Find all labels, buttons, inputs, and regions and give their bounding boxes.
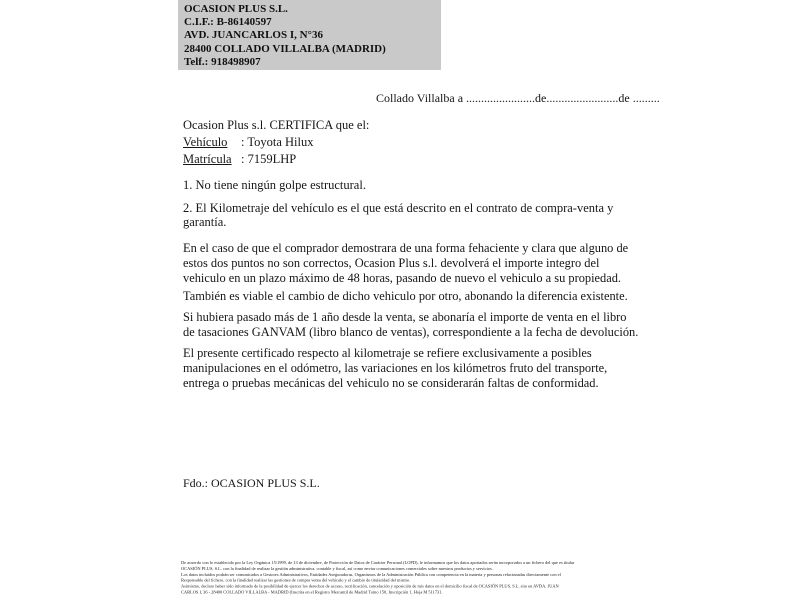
date-line: Collado Villalba a .......................de........................de ......... [376, 91, 660, 105]
company-cif: C.I.F.: B-86140597 [184, 16, 272, 29]
company-address: AVD. JUANCARLOS I, N°36 [184, 29, 323, 42]
paragraph-exchange: También es viable el cambio de dicho vehiculo por otro, abonando la diferencia existente. [183, 289, 628, 303]
point-2: 2. El Kilometraje del vehículo es el que está descrito en el contrato de compra-venta y garantía. [183, 201, 614, 229]
company-name: OCASION PLUS S.L. [184, 3, 288, 15]
legal-line: Los datos incluidos podrán ser comunicados a Gestores Administrativos, Entidades Aseguradoras, Organismos de la Administración Pública con competencia en la materia y personas relacionadas directamente con el [181, 571, 561, 577]
vehicle-row [183, 134, 369, 151]
paragraph-odometer: El presente certificado respecto al kilometraje se refiere exclusivamente a posibles manipulaciones en el odómetro, las variaciones en los kilómetros fruto del transporte, entrega o pruebas mecánicas del vehiculo no se considerarán faltas de conformidad. [183, 346, 608, 390]
legal-line: OCASIÓN PLUS, S.L. con la finalidad de realizar la gestión administrativa, contable y fiscal, así como enviar comunicaciones comerciales sobre nuestros productos y servicios. [181, 565, 493, 571]
company-phone: Telf.: 918498907 [184, 55, 261, 68]
legal-line: CARLOS I, 36 - 28400 COLLADO VILLALBA - MADRID (Inscrita en el Registro Mercantil de Madrid Tomo 150, Inscripción 1, Hoja M 511731. [181, 589, 443, 595]
company-city: 28400 COLLADO VILLALBA (MADRID) [184, 42, 386, 55]
plate-row [183, 151, 369, 168]
certifies-intro: Ocasion Plus s.l. CERTIFICA que el: [183, 118, 370, 132]
legal-line: Responsable del fichero, con la finalidad realizar las gestiones de compra venta del vehículo y el cambio de titularidad del mismo. [181, 577, 411, 583]
legal-line: Asimismo, declaro haber sido informado de la posibilidad de ejercer los derechos de acceso, rectificación, cancelación y oposición de mis datos en el domicilio fiscal de OCASIÓN PLUS, S.L. sito en AVDA. JUAN [181, 583, 559, 589]
vehicle-value: : Toyota Hilux [241, 135, 314, 149]
paragraph-ganvam: Si hubiera pasado más de 1 año desde la venta, se abonaría el importe de venta en el libro de tasaciones GANVAM (libro blanco de ventas), correspondiente a la fecha de devolución. [183, 310, 639, 339]
legal-line: De acuerdo con lo establecido por la Ley Orgánica 15/1999, de 13 de diciembre, de Protección de Datos de Carácter Personal (LOPD), le informamos que los datos aportados serán incorporados a un fichero del que es titular [181, 560, 575, 565]
plate-value: : 7159LHP [241, 152, 297, 166]
certification-block [183, 117, 369, 168]
point-1: 1. No tiene ningún golpe estructural. [183, 178, 366, 192]
terms-paragraphs [183, 241, 641, 391]
company-header-block [178, 0, 441, 70]
vehicle-label [183, 134, 241, 151]
paragraph-refund: En el caso de que el comprador demostrara de una forma fehaciente y clara que alguno de estos dos puntos no son correctos, Ocasion Plus s.l. devolverá el importe integro del vehiculo en un plazo máximo de 48 horas, pasando de nuevo el vehiculo a su propiedad. [183, 241, 629, 285]
vehicle-label-text: Vehículo [183, 135, 228, 149]
signature-line: Fdo.: OCASION PLUS S.L. [183, 476, 320, 490]
certified-points [183, 178, 643, 229]
plate-label-text: Matrícula [183, 152, 232, 166]
plate-label [183, 151, 241, 168]
legal-fine-print [181, 560, 621, 595]
